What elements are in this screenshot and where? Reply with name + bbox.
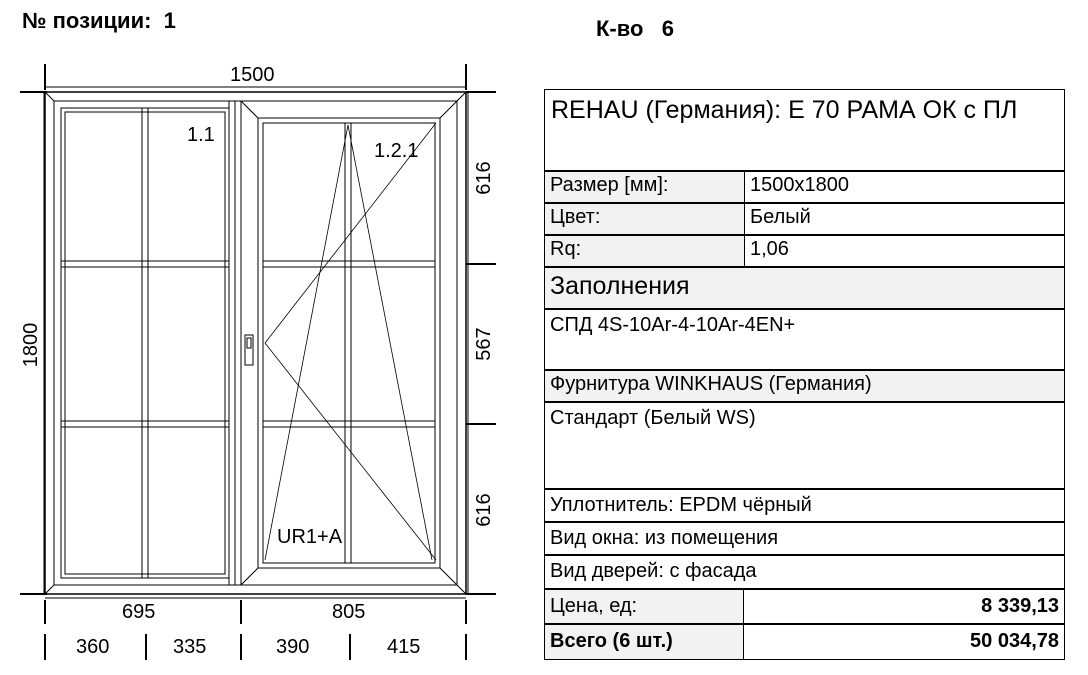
bottom-dim-label-390: 390 bbox=[276, 636, 310, 658]
spec-rq-row bbox=[544, 235, 1065, 267]
window-view-row bbox=[544, 522, 1065, 555]
fill-value: СПД 4S-10Ar-4-10Ar-4EN+ bbox=[550, 314, 796, 336]
fill-header-row bbox=[544, 267, 1065, 309]
quantity-number: 6 bbox=[661, 16, 675, 41]
fill-value-row bbox=[544, 309, 1065, 370]
sash-corner-tr bbox=[440, 101, 457, 118]
sash-right bbox=[241, 101, 457, 585]
grid-bar-right-vertical bbox=[345, 123, 351, 563]
price-row bbox=[544, 589, 1065, 624]
position-number: 1 bbox=[163, 8, 176, 33]
sash-right-glazing bbox=[263, 123, 435, 563]
bottom-dim-label-360: 360 bbox=[76, 636, 110, 658]
hardware-header: Фурнитура WINKHAUS (Германия) bbox=[550, 373, 872, 395]
door-view-text: Вид дверей: с фасада bbox=[550, 560, 757, 582]
height-total-label: 1800 bbox=[20, 322, 42, 368]
sash-left-label: 1.1 bbox=[187, 124, 215, 146]
grid-bar-left-h2 bbox=[61, 421, 229, 427]
hardware-value-row bbox=[544, 402, 1065, 489]
bottom-dim-label-695: 695 bbox=[122, 601, 156, 623]
position-label-text: № позиции: bbox=[22, 8, 152, 33]
grid-bar-right-h1 bbox=[263, 261, 435, 267]
bottom-dim-label-335: 335 bbox=[173, 636, 207, 658]
sash-corner-bl bbox=[241, 568, 258, 585]
color-value: Белый bbox=[750, 206, 811, 228]
outer-frame bbox=[45, 92, 466, 594]
door-view-row bbox=[544, 555, 1065, 589]
size-value: 1500x1800 bbox=[750, 174, 849, 196]
hardware-value: Стандарт (Белый WS) bbox=[550, 407, 756, 429]
size-label: Размер [мм]: bbox=[545, 172, 745, 202]
right-dim-label-2: 567 bbox=[473, 327, 495, 361]
total-label: Всего (6 шт.) bbox=[545, 625, 744, 659]
right-dim-label-3: 616 bbox=[473, 493, 495, 527]
window-view-text: Вид окна: из помещения bbox=[550, 527, 779, 549]
right-dim-label-1: 616 bbox=[473, 161, 495, 195]
bottom-dim-label-805: 805 bbox=[332, 601, 366, 623]
total-row bbox=[544, 624, 1065, 660]
frame-corner-tl bbox=[45, 92, 54, 101]
frame-corner-tr bbox=[457, 92, 466, 101]
frame-corner-br bbox=[457, 585, 466, 594]
grid-bar-right-h2 bbox=[263, 421, 435, 427]
width-total-label: 1500 bbox=[230, 64, 275, 86]
frame-corner-bl bbox=[45, 585, 54, 594]
spec-color-row bbox=[544, 203, 1065, 235]
hinge-label: UR1+A bbox=[277, 526, 343, 548]
total-value: 50 034,78 bbox=[970, 630, 1059, 652]
tilt-line-left bbox=[265, 125, 348, 560]
fixed-glazing-left-bead bbox=[65, 112, 225, 574]
sash-right-inner bbox=[258, 118, 440, 568]
sash-corner-tl bbox=[241, 101, 258, 118]
hardware-header-row bbox=[544, 370, 1065, 402]
rq-value: 1,06 bbox=[750, 238, 789, 260]
sash-right-label: 1.2.1 bbox=[374, 140, 419, 162]
spec-title: REHAU (Германия): E 70 РАМА ОК с ПЛ bbox=[551, 96, 1018, 124]
handle-grip bbox=[247, 338, 251, 348]
fixed-glazing-left bbox=[61, 108, 229, 578]
color-label: Цвет: bbox=[545, 204, 745, 234]
price-value: 8 339,13 bbox=[981, 595, 1059, 617]
fill-header: Заполнения bbox=[550, 272, 690, 300]
seal-text: Уплотнитель: EPDM чёрный bbox=[550, 494, 812, 516]
spec-size-row bbox=[544, 171, 1065, 203]
seal-row bbox=[544, 489, 1065, 522]
spec-title-row bbox=[544, 89, 1065, 171]
tilt-line-right bbox=[348, 125, 432, 560]
grid-bar-left-h1 bbox=[61, 261, 229, 267]
bottom-dim-label-415: 415 bbox=[387, 636, 421, 658]
sash-corner-br bbox=[440, 568, 457, 585]
quantity-label-text: К-во bbox=[596, 16, 644, 41]
rq-label: Rq: bbox=[545, 236, 745, 266]
price-label: Цена, ед: bbox=[545, 590, 744, 623]
grid-bar-left-vertical bbox=[142, 108, 148, 578]
